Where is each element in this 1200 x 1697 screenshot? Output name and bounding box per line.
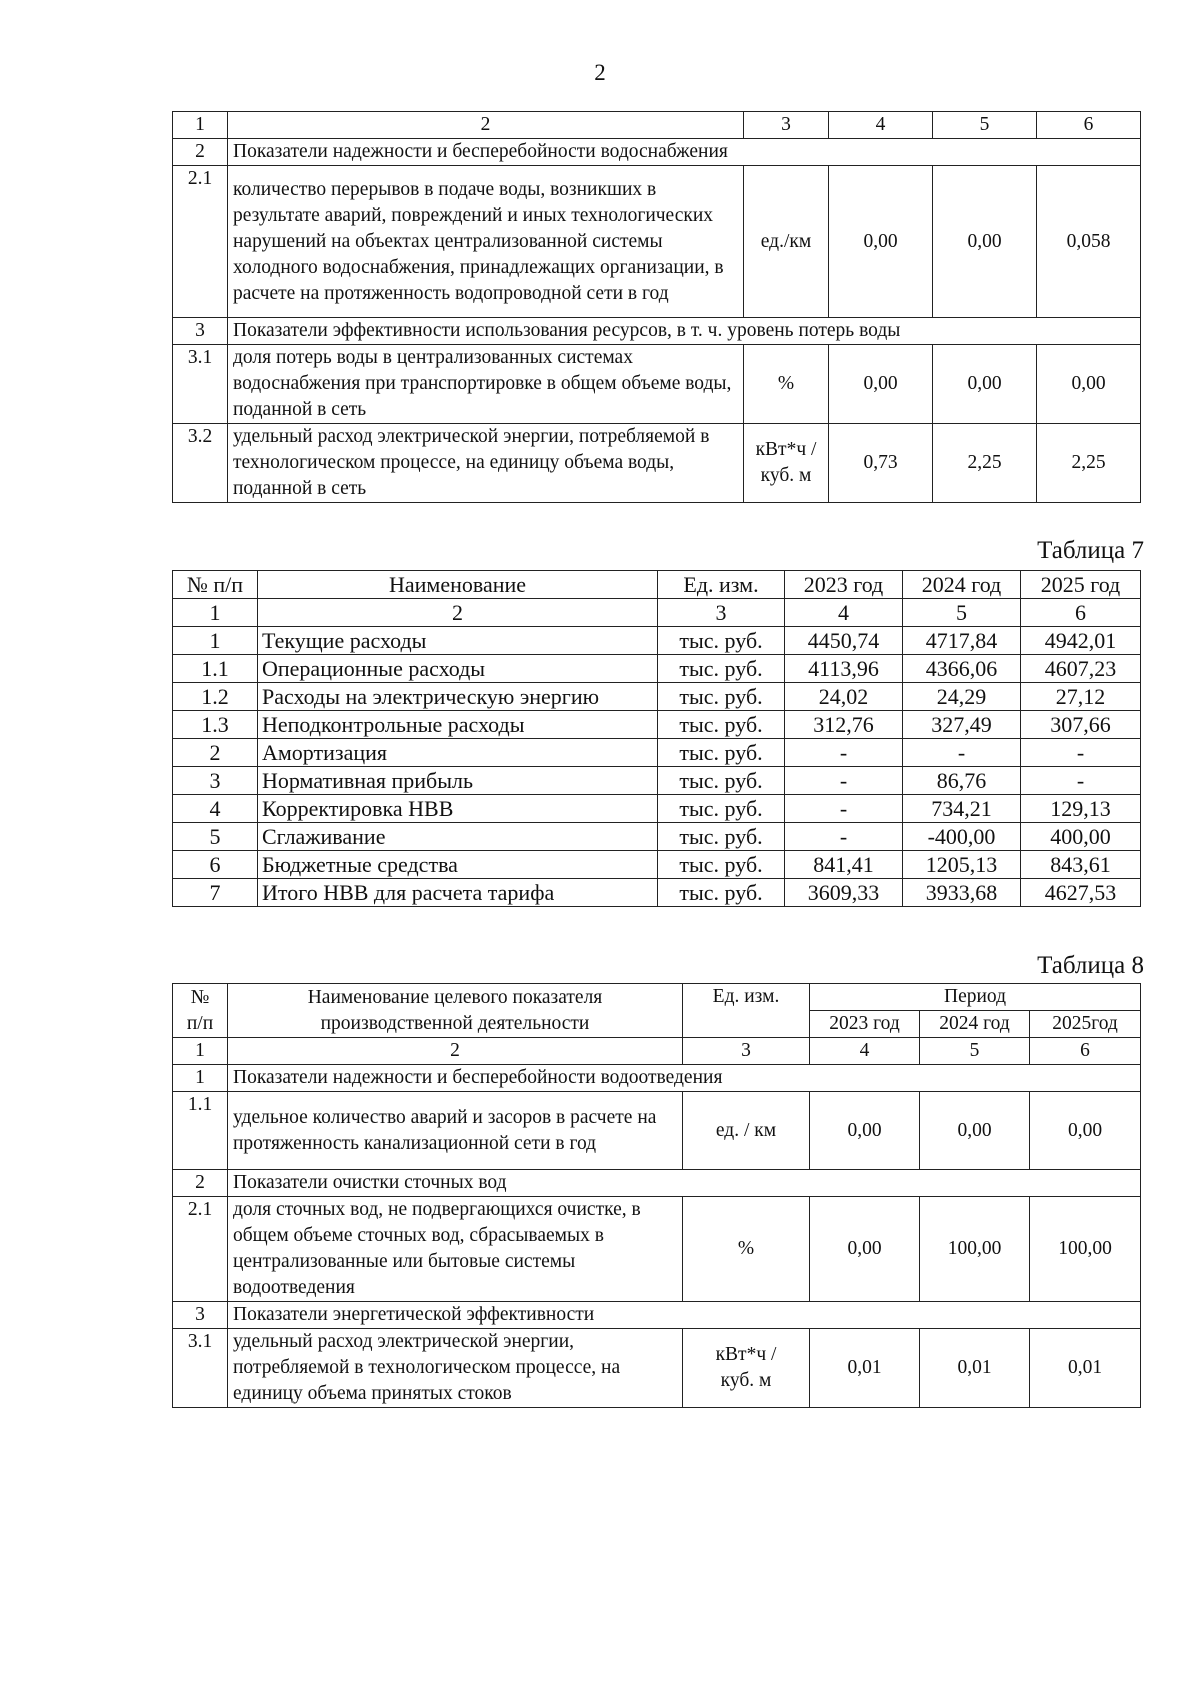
row-number: 2.1 [173,1197,228,1302]
value-cell: 0,00 [829,166,933,318]
value-2023: - [785,795,903,823]
value-2024: 24,29 [903,683,1021,711]
value-2024: 4717,84 [903,627,1021,655]
header-row [173,571,1141,599]
unit-cell: тыс. руб. [658,767,785,795]
row-number: 3.1 [173,1329,228,1408]
header-cell: 2024 год [903,571,1021,599]
value-2025: 843,61 [1021,851,1141,879]
section-row [173,139,1141,166]
value-2024: 327,49 [903,711,1021,739]
table7 [172,570,1141,907]
value-cell: 0,00 [829,345,933,424]
numbering-row [173,599,1141,627]
value-2024: 0,00 [920,1092,1030,1170]
value-2025: 4607,23 [1021,655,1141,683]
section-number: 1 [173,1065,228,1092]
unit-line: куб. м [760,465,812,486]
row-number: 6 [173,851,258,879]
value-2023: 4450,74 [785,627,903,655]
numbering-cell: 5 [903,599,1021,627]
table-row [173,655,1141,683]
table-row [173,627,1141,655]
unit-cell: тыс. руб. [658,851,785,879]
value-2023: - [785,739,903,767]
value-2024: 100,00 [920,1197,1030,1302]
indicator-name: удельный расход электрической энергии, потребляемой в технологическом процессе, на единицу объема принятых стоков [228,1329,683,1408]
value-2024: 1205,13 [903,851,1021,879]
value-cell: 2,25 [933,424,1037,503]
table-row [173,424,1141,503]
section-row [173,1170,1141,1197]
table-row [173,345,1141,424]
header-cell: 2023 год [785,571,903,599]
unit-cell [683,1329,810,1408]
header-cell: 2025 год [1021,571,1141,599]
value-2025: 100,00 [1030,1197,1141,1302]
value-cell: 0,73 [829,424,933,503]
numbering-cell: 1 [173,599,258,627]
unit-cell: тыс. руб. [658,739,785,767]
table-row [173,767,1141,795]
unit-cell: тыс. руб. [658,823,785,851]
table8 [172,983,1141,1408]
numbering-cell: 2 [228,1038,683,1065]
table-row [173,823,1141,851]
header-cell: 1 [173,112,228,139]
value-2023: 24,02 [785,683,903,711]
section-title: Показатели эффективности использования ресурсов, в т. ч. уровень потерь воды [228,318,1141,345]
numbering-cell: 3 [683,1038,810,1065]
table-row [173,1197,1141,1302]
value-2025: 4942,01 [1021,627,1141,655]
value-2025: - [1021,767,1141,795]
section-title: Показатели энергетической эффективности [228,1302,1141,1329]
header-number [173,984,228,1038]
unit-line: куб. м [720,1370,772,1391]
unit-line: кВт*ч / [715,1344,777,1365]
table-row [173,851,1141,879]
numbering-row [173,1038,1141,1065]
value-2025: 27,12 [1021,683,1141,711]
row-number: 2 [173,739,258,767]
numbering-cell: 6 [1030,1038,1141,1065]
row-name: Амортизация [258,739,658,767]
indicator-name: удельное количество аварий и засоров в расчете на протяженность канализационной сети в год [228,1092,683,1170]
row-name: Операционные расходы [258,655,658,683]
header-line: № [190,986,210,1008]
row-number: 1.2 [173,683,258,711]
value-2025: - [1021,739,1141,767]
value-2025: 4627,53 [1021,879,1141,907]
unit-cell: тыс. руб. [658,683,785,711]
table-row [173,711,1141,739]
header-cell: 2 [228,112,744,139]
indicator-name: удельный расход электрической энергии, потребляемой в технологическом процессе, на единицу объема воды, поданной в сеть [228,424,744,503]
unit-cell: тыс. руб. [658,627,785,655]
unit-cell: тыс. руб. [658,655,785,683]
section-title: Показатели надежности и бесперебойности водоотведения [228,1065,1141,1092]
unit-cell: тыс. руб. [658,795,785,823]
row-name: Бюджетные средства [258,851,658,879]
unit-cell: % [744,345,829,424]
header-line: п/п [186,1012,214,1034]
row-name: Текущие расходы [258,627,658,655]
header-year: 2024 год [920,1011,1030,1038]
row-name: Корректировка НВВ [258,795,658,823]
table-row [173,1092,1141,1170]
unit-line: кВт*ч / [755,439,817,460]
header-period: Период [810,984,1141,1011]
section-row [173,318,1141,345]
row-name: Неподконтрольные расходы [258,711,658,739]
value-2024: 0,01 [920,1329,1030,1408]
value-2023: - [785,823,903,851]
unit-cell: % [683,1197,810,1302]
header-unit: Ед. изм. [683,984,810,1038]
section-row [173,1302,1141,1329]
value-2025: 0,00 [1030,1092,1141,1170]
row-name: Расходы на электрическую энергию [258,683,658,711]
table-row [173,879,1141,907]
section-number: 2 [173,139,228,166]
value-cell: 0,00 [933,166,1037,318]
row-number: 1.1 [173,655,258,683]
table-row [173,795,1141,823]
numbering-cell: 2 [258,599,658,627]
table-row [173,739,1141,767]
value-2023: 0,00 [810,1092,920,1170]
value-2024: 734,21 [903,795,1021,823]
row-number: 1.1 [173,1092,228,1170]
value-2025: 0,01 [1030,1329,1141,1408]
header-cell: 4 [829,112,933,139]
value-2025: 307,66 [1021,711,1141,739]
value-2024: 3933,68 [903,879,1021,907]
row-number: 1.3 [173,711,258,739]
page-number: 2 [594,60,606,85]
value-2024: 86,76 [903,767,1021,795]
numbering-cell: 4 [810,1038,920,1065]
value-cell: 0,00 [933,345,1037,424]
unit-cell: тыс. руб. [658,879,785,907]
numbering-cell: 3 [658,599,785,627]
value-cell: 0,00 [1037,345,1141,424]
indicator-name: доля сточных вод, не подвергающихся очистке, в общем объеме сточных вод, сбрасываемых в централизованные или бытовые системы водоотведения [228,1197,683,1302]
numbering-cell: 6 [1021,599,1141,627]
header-year: 2023 год [810,1011,920,1038]
header-name [228,984,683,1038]
indicators-table-continued [172,111,1141,503]
row-number: 3.1 [173,345,228,424]
unit-cell: тыс. руб. [658,711,785,739]
row-number: 3 [173,767,258,795]
row-name: Нормативная прибыль [258,767,658,795]
header-cell: 6 [1037,112,1141,139]
row-number: 4 [173,795,258,823]
row-number: 1 [173,627,258,655]
value-cell: 2,25 [1037,424,1141,503]
section-title: Показатели очистки сточных вод [228,1170,1141,1197]
table-row [173,1329,1141,1408]
numbering-cell: 5 [920,1038,1030,1065]
header-cell: Наименование [258,571,658,599]
value-2023: 0,00 [810,1197,920,1302]
value-2023: 312,76 [785,711,903,739]
section-number: 2 [173,1170,228,1197]
table-row [173,166,1141,318]
header-year: 2025год [1030,1011,1141,1038]
numbering-cell: 1 [173,1038,228,1065]
header-cell: 5 [933,112,1037,139]
value-2025: 400,00 [1021,823,1141,851]
header-cell: № п/п [173,571,258,599]
header-line: производственной деятельности [320,1012,590,1034]
header-cell: 3 [744,112,829,139]
row-number: 2.1 [173,166,228,318]
unit-cell [744,424,829,503]
unit-cell: ед. / км [683,1092,810,1170]
header-row [173,984,1141,1011]
table8-caption: Таблица 8 [1037,952,1144,979]
value-2023: 0,01 [810,1329,920,1408]
unit-cell: ед./км [744,166,829,318]
value-2023: 3609,33 [785,879,903,907]
row-name: Сглаживание [258,823,658,851]
section-title: Показатели надежности и бесперебойности водоснабжения [228,139,1141,166]
numbering-row [173,112,1141,139]
table7-caption: Таблица 7 [1037,537,1144,564]
value-cell: 0,058 [1037,166,1141,318]
value-2023: 4113,96 [785,655,903,683]
value-2024: -400,00 [903,823,1021,851]
indicator-name: доля потерь воды в централизованных системах водоснабжения при транспортировке в общем объеме воды, поданной в сеть [228,345,744,424]
header-cell: Ед. изм. [658,571,785,599]
value-2025: 129,13 [1021,795,1141,823]
row-number: 5 [173,823,258,851]
value-2024: 4366,06 [903,655,1021,683]
row-number: 7 [173,879,258,907]
header-line: Наименование целевого показателя [307,986,603,1008]
value-2023: 841,41 [785,851,903,879]
section-number: 3 [173,1302,228,1329]
value-2023: - [785,767,903,795]
value-2024: - [903,739,1021,767]
indicator-name: количество перерывов в подаче воды, возникших в результате аварий, повреждений и иных технологических нарушений на объектах централизованной системы холодного водоснабжения, принадлежащих организации, в расчете на протяженность водопроводной сети в год [228,166,744,318]
numbering-cell: 4 [785,599,903,627]
section-number: 3 [173,318,228,345]
row-number: 3.2 [173,424,228,503]
section-row [173,1065,1141,1092]
row-name: Итого НВВ для расчета тарифа [258,879,658,907]
table-row [173,683,1141,711]
